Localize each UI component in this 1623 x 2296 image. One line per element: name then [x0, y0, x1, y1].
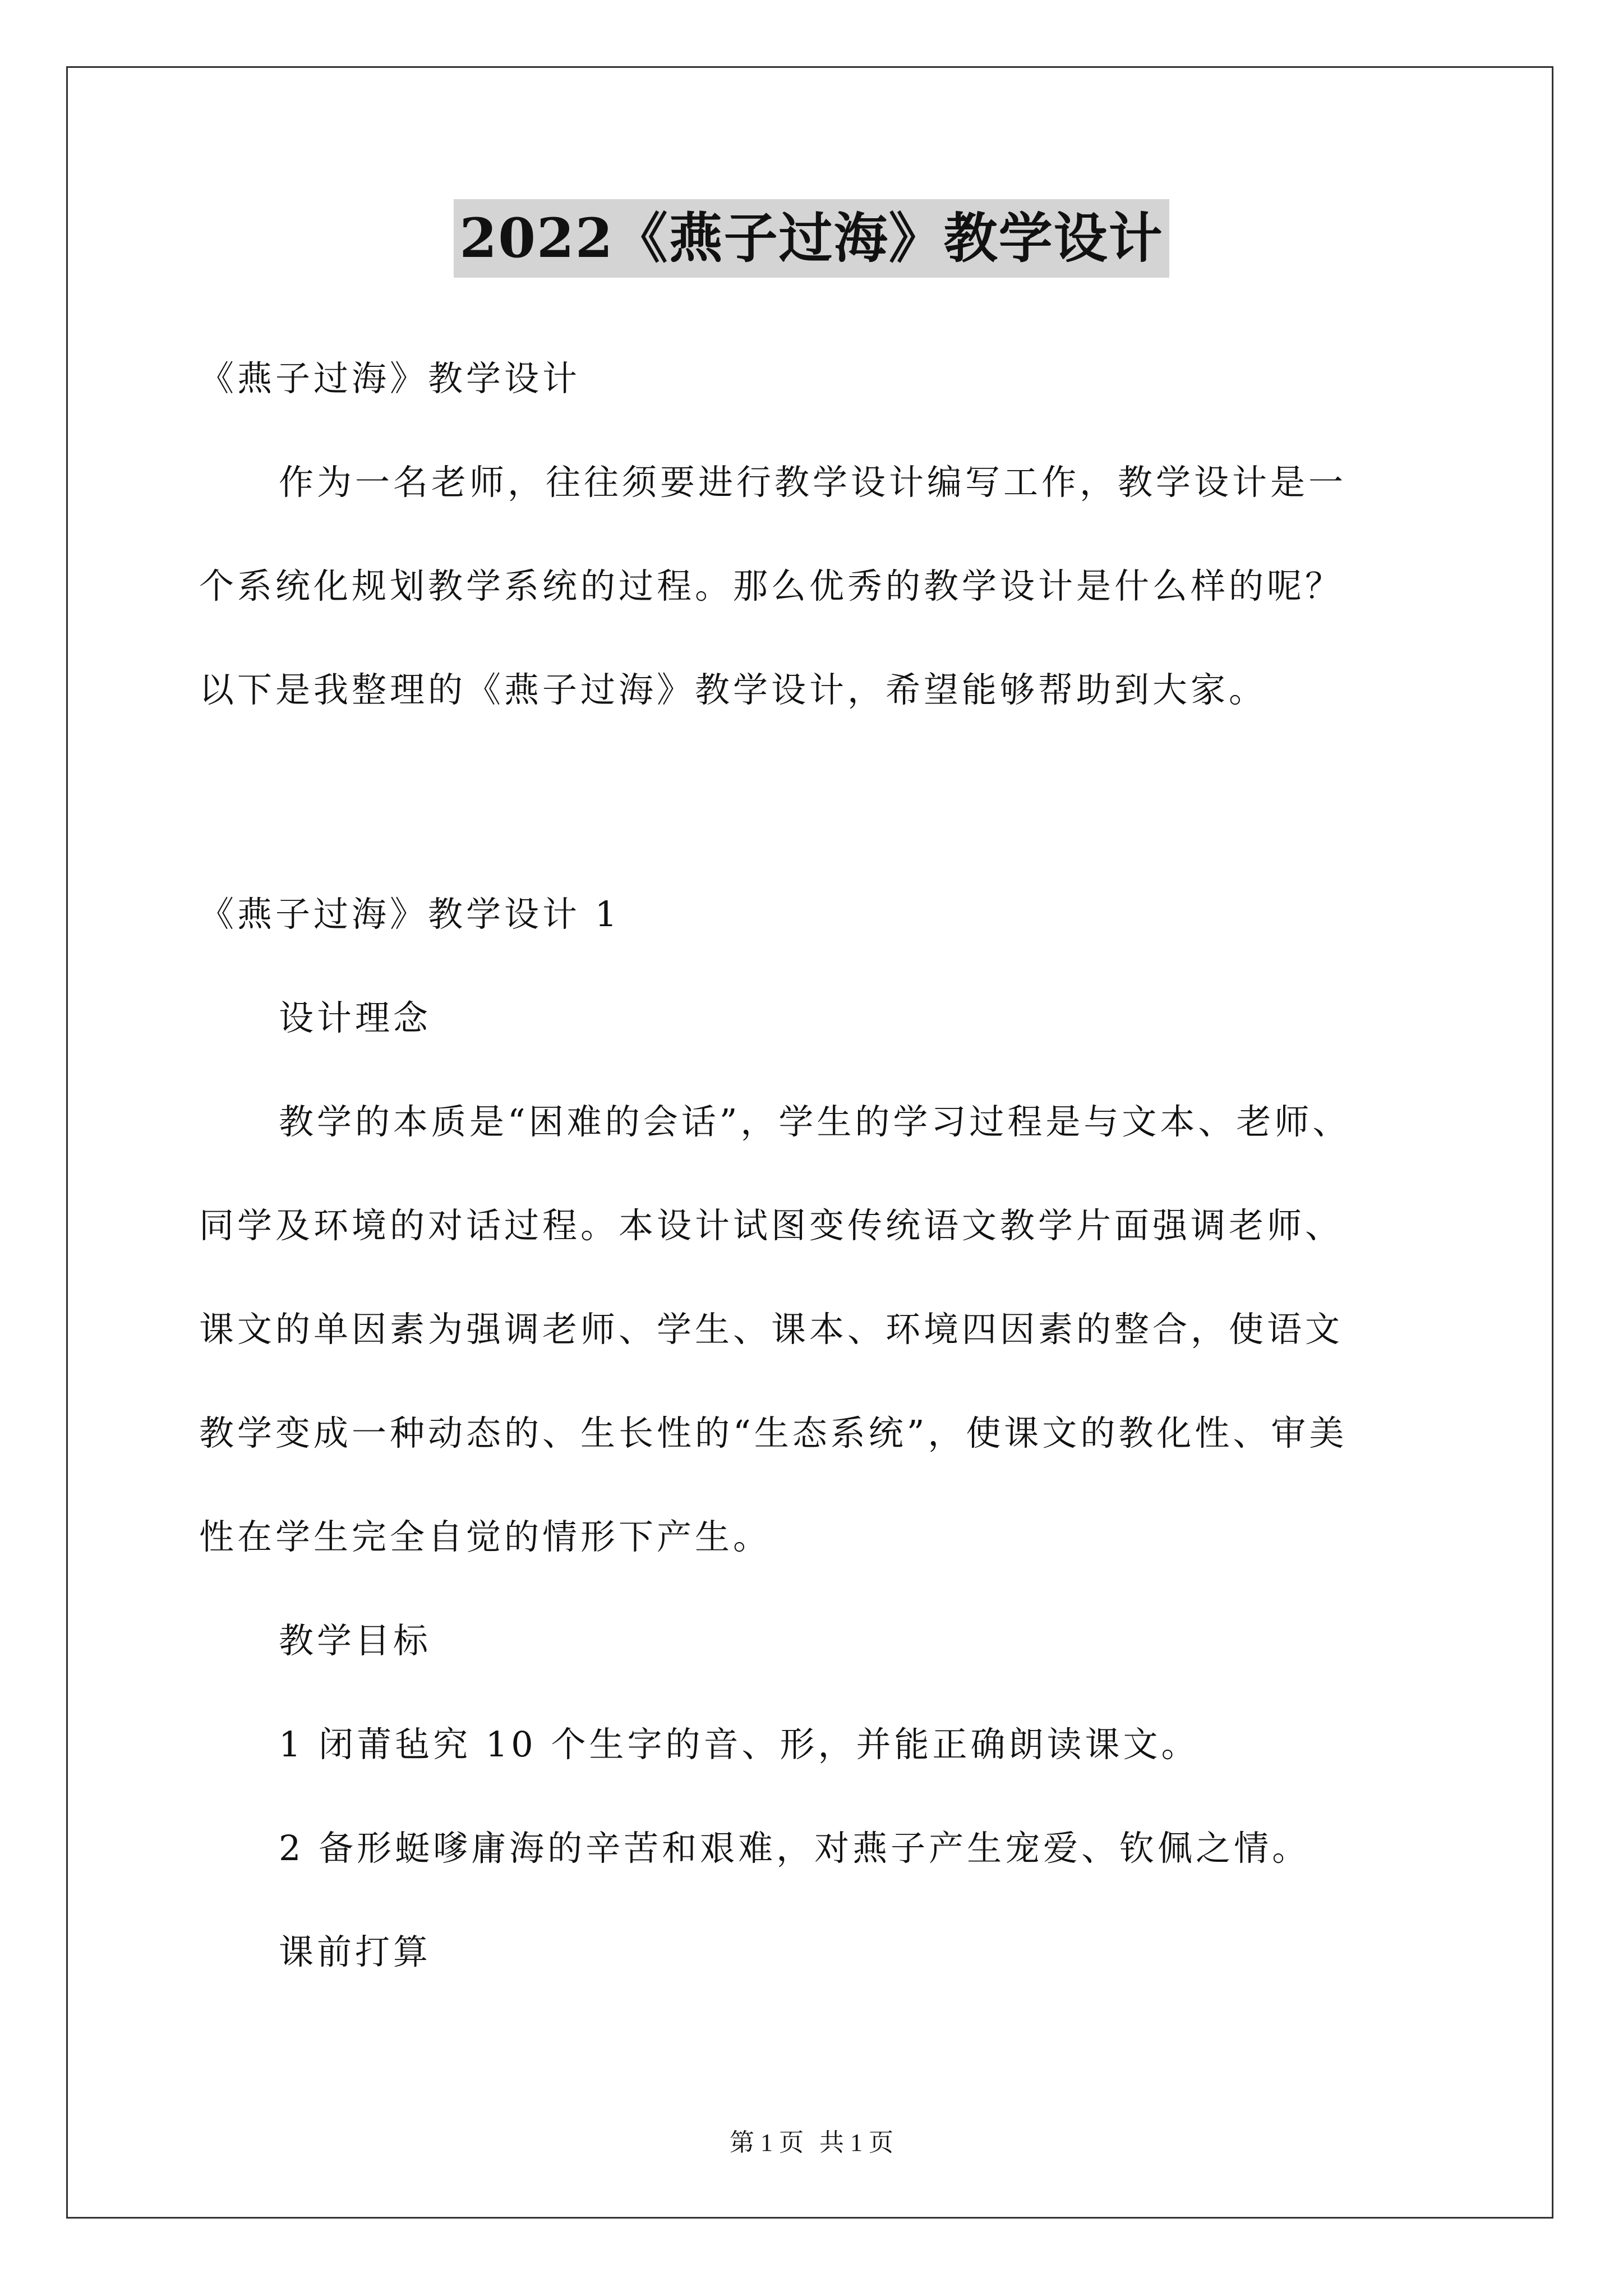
intro-line-2: 个系统化规划教学系统的过程。那么优秀的教学设计是什么样的呢？	[199, 565, 1344, 606]
prep-heading: 课前打算	[279, 1931, 432, 1972]
page-total: 共 1 页	[819, 2129, 893, 2156]
concept-line-2: 同学及环境的对话过程。本设计试图变传统语文教学片面强调老师、	[199, 1205, 1344, 1246]
concept-line-5: 性在学生完全自觉的情形下产生。	[199, 1516, 772, 1557]
concept-heading: 设计理念	[279, 997, 432, 1038]
goal-item-1: 1 闭莆毡究 10 个生字的音、形，并能正确朗读课文。	[279, 1724, 1200, 1765]
intro-line-3: 以下是我整理的《燕子过海》教学设计，希望能够帮助到大家。	[199, 669, 1267, 710]
concept-line-3: 课文的单因素为强调老师、学生、课本、环境四因素的整合，使语文	[199, 1309, 1344, 1350]
page-number: 第 1 页	[730, 2129, 804, 2156]
document-title: 2022《燕子过海》教学设计	[454, 199, 1169, 278]
page-footer	[0, 2126, 1623, 2160]
concept-line-4: 教学变成一种动态的、生长性的“生态系统”，使课文的教化性、审美	[199, 1412, 1348, 1453]
title-wrap	[0, 199, 1623, 278]
goal-item-2: 2 备形蜓嗲庸海的辛苦和艰难，对燕子产生宠爱、钦佩之情。	[279, 1828, 1311, 1869]
concept-line-1: 教学的本质是“困难的会话”，学生的学习过程是与文本、老师、	[279, 1101, 1351, 1142]
goals-heading: 教学目标	[279, 1620, 432, 1661]
intro-line-1: 作为一名老师，往往须要进行教学设计编写工作，教学设计是一	[279, 462, 1347, 503]
subtitle: 《燕子过海》教学设计	[199, 358, 581, 399]
section-heading: 《燕子过海》教学设计 1	[199, 894, 621, 935]
